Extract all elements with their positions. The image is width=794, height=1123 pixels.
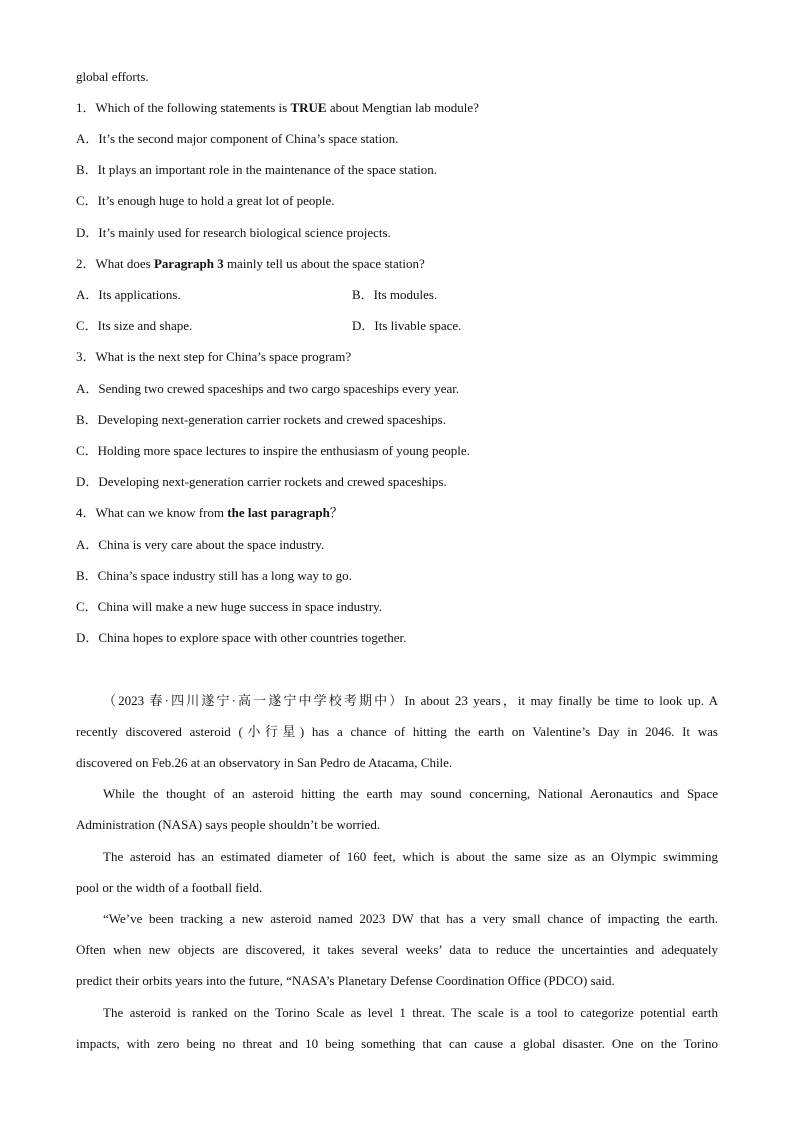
question-stem-text: about Mengtian lab module? bbox=[326, 100, 479, 115]
passage-line: “We’ve been tracking a new asteroid named 2023 DW that has a very small chance of impacting the earth. bbox=[103, 911, 718, 926]
question-4-option-a: A．China is very care about the space industry. bbox=[76, 537, 325, 552]
question-2-option-c: C．Its size and shape. bbox=[76, 318, 193, 333]
question-2-option-d: D．Its livable space. bbox=[352, 318, 462, 333]
question-stem-text: 2．What does bbox=[76, 256, 154, 271]
question-stem-text: ？ bbox=[329, 505, 343, 520]
question-4-stem bbox=[76, 505, 718, 521]
question-stem-bold: the last paragraph bbox=[227, 505, 330, 520]
question-1-option-c: C．It’s enough huge to hold a great lot of people. bbox=[76, 193, 335, 208]
question-stem-text: 1．Which of the following statements is bbox=[76, 100, 291, 115]
question-4-option-c: C．China will make a new huge success in space industry. bbox=[76, 599, 383, 614]
passage-line: impacts, with zero being no threat and 10 being something that can cause a global disaster. One on the Torino bbox=[76, 1036, 718, 1051]
question-stem-bold: TRUE bbox=[290, 100, 327, 115]
question-3-option-b: B．Developing next-generation carrier rockets and crewed spaceships. bbox=[76, 412, 446, 427]
question-2-stem bbox=[76, 256, 718, 272]
passage-line: Administration (NASA) says people shouldn’t be worried. bbox=[76, 817, 381, 832]
question-3-stem: 3．What is the next step for China’s space program? bbox=[76, 349, 352, 364]
passage-line: While the thought of an asteroid hitting the earth may sound concerning, National Aeronautics and Space bbox=[103, 786, 718, 801]
question-1-option-b: B．It plays an important role in the maintenance of the space station. bbox=[76, 162, 438, 177]
question-4-option-d: D．China hopes to explore space with other countries together. bbox=[76, 630, 407, 645]
passage-line: predict their orbits years into the future, “NASA’s Planetary Defense Coordination Office (PDCO) said. bbox=[76, 973, 615, 988]
passage-line: discovered on Feb.26 at an observatory in San Pedro de Atacama, Chile. bbox=[76, 755, 453, 770]
passage-line: pool or the width of a football field. bbox=[76, 880, 263, 895]
question-stem-text: mainly tell us about the space station? bbox=[223, 256, 425, 271]
question-3-option-c: C．Holding more space lectures to inspire the enthusiasm of young people. bbox=[76, 443, 470, 458]
question-2-options-row-1 bbox=[76, 287, 718, 303]
intro-tail: global efforts. bbox=[76, 69, 149, 84]
passage-line: recently discovered asteroid (小行星) has a chance of hitting the earth on Valentine’s Day in 2046. It was bbox=[76, 724, 718, 739]
question-stem-text: 4．What can we know from bbox=[76, 505, 228, 520]
passage-line: （2023 春·四川遂宁·高一遂宁中学校考期中）In about 23 years，it may finally be time to look up. A bbox=[103, 693, 718, 708]
question-2-option-b: B．Its modules. bbox=[352, 287, 438, 302]
passage-line: Often when new objects are discovered, it takes several weeks’ data to reduce the uncertainties and adequately bbox=[76, 942, 718, 957]
passage-line: The asteroid has an estimated diameter of 160 feet, which is about the same size as an Olympic swimming bbox=[103, 849, 718, 864]
question-2-option-a: A．Its applications. bbox=[76, 287, 181, 302]
question-1-option-d: D．It’s mainly used for research biological science projects. bbox=[76, 225, 391, 240]
question-3-option-a: A．Sending two crewed spaceships and two cargo spaceships every year. bbox=[76, 381, 460, 396]
question-1-option-a: A．It’s the second major component of China’s space station. bbox=[76, 131, 399, 146]
question-1-stem bbox=[76, 100, 718, 116]
question-2-options-row-2 bbox=[76, 318, 718, 334]
question-3-option-d: D．Developing next-generation carrier rockets and crewed spaceships. bbox=[76, 474, 447, 489]
question-stem-bold: Paragraph 3 bbox=[153, 256, 224, 271]
question-4-option-b: B．China’s space industry still has a long way to go. bbox=[76, 568, 352, 583]
passage-line: The asteroid is ranked on the Torino Scale as level 1 threat. The scale is a tool to categorize potential earth bbox=[103, 1005, 718, 1020]
